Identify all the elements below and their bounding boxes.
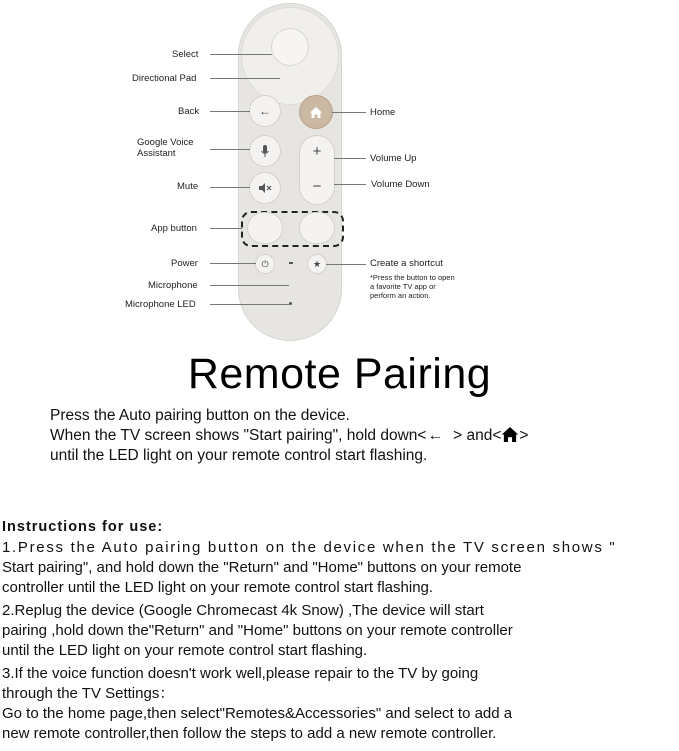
pairing-line-1: Press the Auto pairing button on the device.: [50, 407, 350, 424]
step-2-line-3: until the LED light on your remote control start flashing.: [2, 642, 368, 659]
instruction-step-2: [2, 601, 679, 661]
shortcut-note-line3: perform an action.: [370, 291, 431, 300]
pairing-line-2-text-c: >: [519, 427, 529, 444]
home-icon: [501, 427, 519, 442]
shortcut-note-line2: a favorite TV app or: [370, 282, 436, 291]
label-google-voice-line2: Assistant: [137, 148, 176, 159]
pairing-summary: [50, 406, 528, 466]
leader-dpad: [210, 78, 280, 79]
back-arrow-icon: ←: [259, 104, 271, 118]
instruction-step-1: [2, 538, 679, 598]
star-icon: ★: [312, 258, 322, 269]
step-2-line-1: 2.Replug the device (Google Chromecast 4k Snow) ,The device will start: [2, 602, 484, 619]
leader-back: [210, 111, 250, 112]
step-1-line-2: Start pairing", and hold down the "Return" and "Home" buttons on your remote: [2, 559, 522, 576]
pairing-line-2-text-b: > and<: [453, 427, 502, 444]
leader-voice: [210, 149, 250, 150]
leader-shortcut: [326, 264, 366, 265]
shortcut-button: [308, 255, 326, 273]
step-3-line-1: 3.If the voice function doesn't work well,please repair to the TV by going: [2, 665, 479, 682]
power-button: [256, 255, 274, 273]
microphone-icon: [261, 145, 269, 158]
label-back: Back: [178, 106, 200, 117]
label-power: Power: [171, 258, 198, 269]
leader-select: [210, 54, 272, 55]
leader-microphone: [210, 285, 289, 286]
leader-mute: [210, 187, 250, 188]
instruction-step-3: [2, 664, 679, 744]
leader-app: [210, 228, 242, 229]
label-create-shortcut: Create a shortcut: [370, 258, 443, 269]
pairing-line-2: [50, 426, 528, 446]
step-3-line-3: Go to the home page,then select"Remotes&Accessories" and select to add a: [2, 705, 513, 722]
back-button: [250, 96, 280, 126]
label-microphone-led: Microphone LED: [125, 299, 196, 310]
step-1-line-1: 1.Press the Auto pairing button on the device when the TV screen shows ": [2, 539, 617, 556]
volume-rocker: [300, 136, 334, 204]
back-arrow-icon: ←: [427, 427, 444, 444]
shortcut-note-line1: *Press the button to open: [370, 273, 455, 282]
step-3-line-4: new remote controller,then follow the steps to add a new remote controller.: [2, 725, 497, 742]
label-microphone: Microphone: [148, 280, 198, 291]
mute-icon: [259, 183, 272, 193]
select-button: [272, 29, 308, 65]
step-3-line-2: through the TV Settings：: [2, 685, 175, 702]
step-1-line-3: controller until the LED light on your remote control start flashing.: [2, 579, 434, 596]
label-select: Select: [172, 49, 199, 60]
voice-assistant-button: [250, 136, 280, 166]
microphone-opening: [289, 262, 293, 264]
instructions: [2, 519, 679, 747]
leader-power: [210, 263, 256, 264]
app-button-right: [300, 213, 334, 243]
leader-volume-up: [334, 158, 366, 159]
label-volume-up: Volume Up: [370, 153, 417, 164]
leader-volume-down: [334, 184, 366, 185]
leader-home: [332, 112, 366, 113]
label-google-voice-line1: Google Voice: [137, 137, 194, 148]
power-icon: ⏻: [261, 258, 269, 269]
pairing-line-2-text-a: When the TV screen shows "Start pairing", hold down<: [50, 427, 427, 444]
app-button-left: [248, 213, 282, 243]
pairing-line-3: until the LED light on your remote control start flashing.: [50, 447, 428, 464]
page-title: Remote Pairing: [187, 350, 492, 398]
home-icon: [310, 107, 322, 118]
step-2-line-2: pairing ,hold down the"Return" and "Home" buttons on your remote controller: [2, 622, 513, 639]
label-dpad: Directional Pad: [132, 73, 197, 84]
home-button: [300, 96, 332, 128]
leader-led: [210, 304, 289, 305]
volume-down-icon: −: [312, 178, 322, 195]
label-volume-down: Volume Down: [371, 179, 430, 190]
instructions-heading: Instructions for use:: [2, 519, 164, 535]
label-home: Home: [370, 107, 396, 118]
volume-up-icon: +: [312, 143, 322, 160]
label-mute: Mute: [177, 181, 199, 192]
mute-button: [250, 173, 280, 203]
label-app-button: App button: [151, 223, 197, 234]
microphone-led: [289, 302, 292, 305]
